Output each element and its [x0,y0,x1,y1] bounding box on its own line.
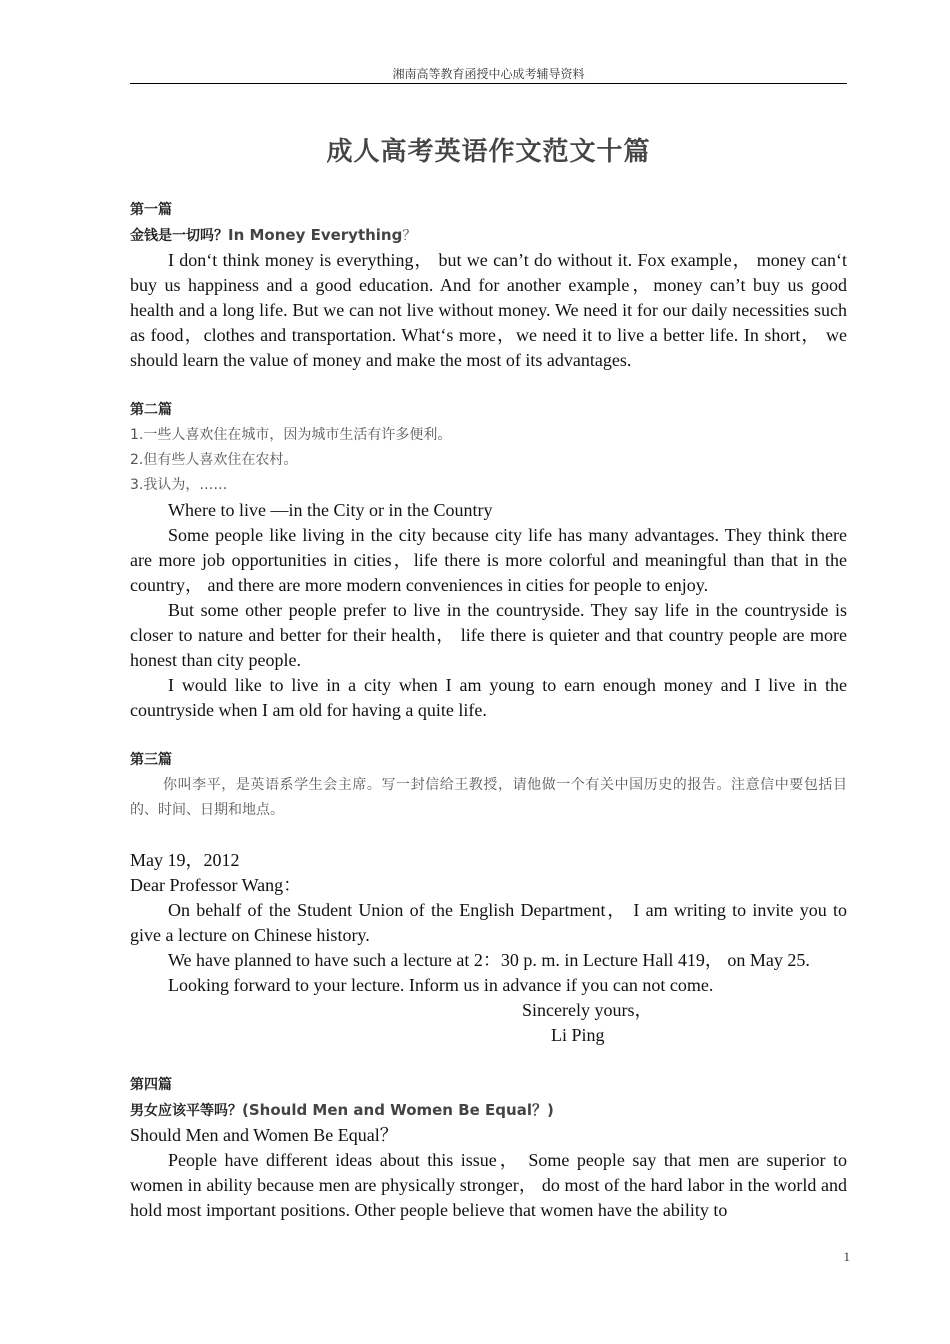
essay-paragraph: People have different ideas about this issue， Some people say that men are superior to women in ability because men are physically stronger， do most of the hard labor in the world and hold most important positions. Other people believe that women have the ability to [130,1150,847,1220]
page-header: 湘南高等教育函授中心成考辅导资料 [392,67,585,81]
essay-paragraph: I would like to live in a city when I am young to earn enough money and I live in the countryside when I am old for having a quite life. [130,675,847,720]
prompt-point: 1.一些人喜欢住在城市，因为城市生活有许多便利。 [130,427,452,443]
section-heading: 第一篇 [130,202,172,218]
topic-en: (Should Men and Women Be Equal？) [242,1101,554,1119]
header-rule [130,83,847,84]
letter-signature: Li Ping [551,1025,605,1045]
prompt-point: 3.我认为，…… [130,477,228,493]
page-number: 1 [843,1249,850,1264]
document-body [130,198,847,1223]
spacer [130,373,847,398]
section-heading: 第三篇 [130,752,172,768]
letter-paragraph: We have planned to have such a lecture at 2：30 p. m. in Lecture Hall 419， on May 25. [168,950,810,970]
prompt-point: 2.但有些人喜欢住在农村。 [130,452,298,468]
section-topic [130,223,847,248]
spacer [130,723,847,748]
essay-title: Should Men and Women Be Equal？ [130,1125,398,1145]
letter-paragraph: On behalf of the Student Union of the English Department， I am writing to invite you to give a lecture on Chinese history. [130,900,847,945]
spacer [130,1048,847,1073]
essay-paragraph: Some people like living in the city because city life has many advantages. They think there are more job opportunities in cities，life there is more colorful and meaningful than that in the country， and there are more modern conveniences in cities for people to enjoy. [130,525,847,595]
section-heading: 第二篇 [130,402,172,418]
essay-paragraph: I don‘t think money is everything， but we can’t do without it. Fox example， money can‘t buy us happiness and a good education. And for another example，money can’t buy us good health and a long life. But we can not live without money. We need it for our daily necessities such as food，clothes and transportation. What‘s more，we need it to live a better life. In short， we should learn the value of money and make the most of its advantages. [130,250,847,370]
letter-closing: Sincerely yours， [522,1000,653,1020]
topic-end: ？ [402,228,417,244]
essay-title: Where to live —in the City or in the Country [168,500,493,520]
letter-date: May 19，2012 [130,850,240,870]
letter-prompt: 你叫李平，是英语系学生会主席。写一封信给王教授，请他做一个有关中国历史的报告。注意信中要包括目的、时间、日期和地点。 [130,777,847,818]
document-title: 成人高考英语作文范文十篇 [326,137,651,167]
section-topic [130,1098,847,1123]
letter-greeting: Dear Professor Wang： [130,875,302,895]
topic-cn: 金钱是一切吗？ [130,228,228,244]
spacer [130,823,847,848]
letter-paragraph: Looking forward to your lecture. Inform us in advance if you can not come. [168,975,714,995]
topic-en: In Money Everything [228,226,403,244]
section-heading: 第四篇 [130,1077,172,1093]
topic-cn: 男女应该平等吗？ [130,1103,242,1119]
essay-paragraph: But some other people prefer to live in the countryside. They say life in the countryside is closer to nature and better for their health， life there is quieter and that country people are more honest than city people. [130,600,847,670]
